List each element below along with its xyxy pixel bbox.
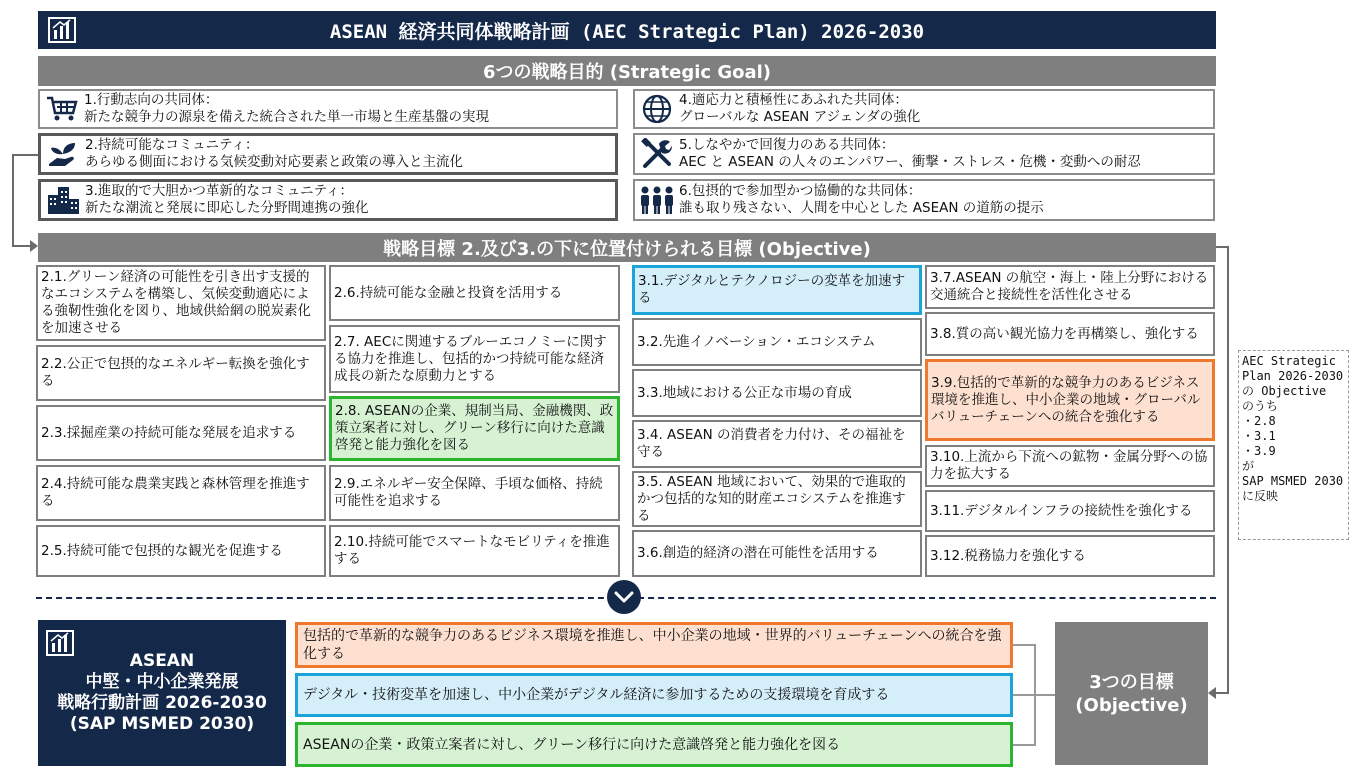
objective-2-3: 2.3.採掘産業の持続可能な発展を追求する — [36, 405, 326, 461]
cart-icon — [40, 90, 84, 128]
objective-3-2: 3.2.先進イノベーション・エコシステム — [632, 318, 922, 366]
connector-line — [1013, 744, 1035, 746]
connector-line — [1216, 692, 1229, 694]
three-objectives-box: 3つの目標 (Objective) — [1055, 622, 1208, 765]
sap-objective-green: ASEANの企業・政策立案者に対し、グリーン移行に向けた意識啓発と能力強化を図る — [295, 722, 1013, 767]
objective-3-1: 3.1.デジタルとテクノロジーの変革を加速する — [632, 265, 922, 315]
objective-2-7: 2.7. AECに関連するブルーエコノミーに関する協力を推進し、包括的かつ持続可能な経済成長の新たな原動力とする — [329, 325, 620, 393]
goal-3-text: 3.進取的で大胆かつ革新的なコミュニティ： 新たな潮流と発展に即応した分野間連携の強化 — [85, 183, 369, 216]
globe-icon — [635, 90, 679, 128]
connector-line — [12, 154, 38, 156]
tools-icon — [635, 135, 679, 173]
buildings-icon — [41, 181, 85, 219]
objective-3-5: 3.5. ASEAN 地域において、効果的で進取的かつ包括的な知的財産エコシステムを推進する — [632, 471, 922, 527]
connector-line — [1227, 246, 1229, 693]
objective-bar — [38, 233, 1216, 262]
objective-2-6: 2.6.持続可能な金融と投資を活用する — [329, 265, 620, 321]
sap-line-1: ASEAN — [129, 651, 195, 671]
objective-3-6: 3.6.創造的経済の潜在可能性を活用する — [632, 530, 922, 577]
objective-3-9: 3.9.包括的で革新的な競争力のあるビジネス環境を推進し、中小企業の地域・グローバルバリューチェーンへの統合を強化する — [925, 359, 1215, 441]
sap-objective-blue: デジタル・技術変革を加速し、中小企業がデジタル経済に参加するための支援環境を育成する — [295, 673, 1013, 717]
chevron-down-icon — [607, 580, 641, 614]
strategic-goal-title: 6つの戦略目的 (Strategic Goal) — [482, 62, 772, 83]
arrow-head-icon — [30, 240, 38, 252]
objective-3-7: 3.7.ASEAN の航空・海上・陸上分野における交通統合と接続性を活性化させる — [925, 265, 1215, 309]
connector-line — [1013, 644, 1035, 646]
objective-3-3: 3.3.地域における公正な市場の育成 — [632, 369, 922, 417]
goal-5-text: 5.しなやかで回復力のある共同体： AEC と ASEAN の人々のエンパワー、衝撃・ストレス・危機・変動への耐忍 — [679, 137, 1141, 170]
objective-2-9: 2.9.エネルギー安全保障、手頃な価格、持続可能性を追求する — [329, 465, 620, 521]
goal-2-text: 2.持続可能なコミュニティ： あらゆる側面における気候変動対応要素と政策の導入と主流化 — [85, 137, 463, 170]
objective-3-8: 3.8.質の高い観光協力を再構築し、強化する — [925, 312, 1215, 356]
page-title: ASEAN 経済共同体戦略計画 (AEC Strategic Plan) 2026-2030 — [329, 20, 925, 43]
plant-hand-icon — [41, 135, 85, 173]
goal-1-text: 1.行動志向の共同体： 新たな競争力の源泉を備えた統合された単一市場と生産基盤の実現 — [84, 92, 489, 125]
objective-3-4: 3.4. ASEAN の消費者を力付け、その福祉を守る — [632, 420, 922, 468]
page-title-bar — [38, 11, 1216, 49]
connector-line — [12, 154, 14, 246]
sap-line-3: 戦略行動計画 2026-2030 — [57, 693, 267, 713]
sap-line-2: 中堅・中小企業発展 — [85, 672, 239, 692]
objective-2-4: 2.4.持続可能な農業実践と森林管理を推進する — [36, 465, 326, 521]
goal-5 — [633, 133, 1215, 175]
goal-3 — [38, 179, 618, 221]
goal-4-text: 4.適応力と積極性にあふれた共同体： グローバルな ASEAN アジェンダの強化 — [679, 92, 921, 125]
chart-logo-icon — [48, 17, 76, 48]
objective-2-1: 2.1.グリーン経済の可能性を引き出す支援的なエコシステムを構築し、気候変動適応による強靭性強化を図り、地域供給網の脱炭素化を加速させる — [36, 265, 326, 341]
objective-bar-title: 戦略目標 2.及び3.の下に位置付けられる目標 (Objective) — [383, 238, 871, 260]
objective-2-2: 2.2.公正で包摂的なエネルギー転換を強化する — [36, 345, 326, 401]
goal-2 — [38, 133, 618, 175]
objective-2-8: 2.8. ASEANの企業、規制当局、金融機関、政策立案者に対し、グリーン移行に向けた意識啓発と能力強化を図る — [329, 396, 620, 461]
goal-6 — [633, 179, 1215, 221]
side-note: AEC Strategic Plan 2026-2030 の Objective のうち ・2.8 ・3.1 ・3.9 が SAP MSMED 2030 に反映 — [1238, 350, 1349, 540]
connector-line — [1034, 644, 1036, 746]
sap-line-4: (SAP MSMED 2030) — [69, 714, 255, 734]
goal-4 — [633, 89, 1215, 129]
sap-msmed-box — [38, 620, 286, 766]
goal-1 — [38, 89, 618, 129]
chart-logo-icon — [46, 630, 74, 662]
objective-2-10: 2.10.持続可能でスマートなモビリティを推進する — [329, 525, 620, 577]
sap-objective-orange: 包括的で革新的な競争力のあるビジネス環境を推進し、中小企業の地域・世界的バリューチェーンへの統合を強化する — [295, 622, 1013, 668]
arrow-head-icon — [1208, 687, 1216, 699]
goal-6-text: 6.包摂的で参加型かつ協働的な共同体： 誰も取り残さない、人間を中心とした ASEAN の道筋の提示 — [679, 183, 1044, 216]
objective-3-12: 3.12.税務協力を強化する — [925, 535, 1215, 577]
objective-3-10: 3.10.上流から下流への鉱物・金属分野への協力を拡大する — [925, 445, 1215, 487]
strategic-goal-bar — [38, 56, 1216, 86]
objective-2-5: 2.5.持続可能で包摂的な観光を促進する — [36, 525, 326, 577]
people-icon — [635, 181, 679, 219]
objective-3-11: 3.11.デジタルインフラの接続性を強化する — [925, 490, 1215, 532]
